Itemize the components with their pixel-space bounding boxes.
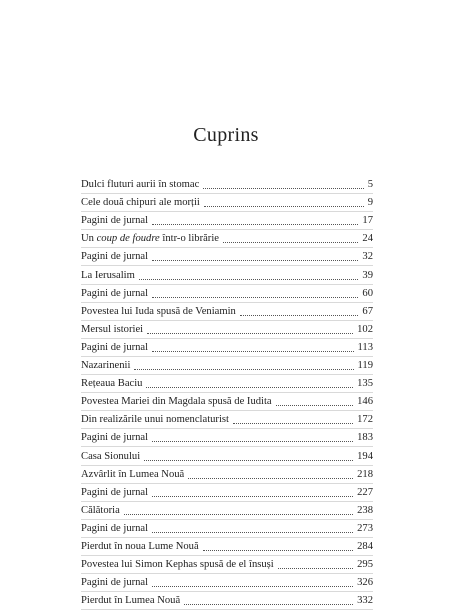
toc-entry-page-number: 67 — [362, 305, 373, 317]
toc-entry-page-number: 17 — [362, 215, 373, 227]
toc-entry — [81, 212, 373, 230]
page-title: Cuprins — [193, 124, 259, 146]
toc-entry — [81, 339, 373, 357]
toc-entry-title-part: Un — [81, 233, 97, 245]
dot-leader — [278, 567, 353, 569]
toc-entry — [81, 429, 373, 447]
dot-leader — [233, 422, 353, 424]
toc-entry-page-number: 218 — [357, 468, 373, 480]
toc-entry-title: Nazarinenii — [81, 360, 131, 372]
toc-entry — [81, 285, 373, 303]
dot-leader — [152, 259, 358, 261]
toc-entry — [81, 484, 373, 502]
dot-leader — [152, 350, 353, 352]
toc-entry — [81, 574, 373, 592]
dot-leader — [152, 585, 353, 587]
dot-leader — [188, 477, 353, 479]
dot-leader — [203, 549, 353, 551]
toc-entry-page-number: 227 — [357, 486, 373, 498]
toc-entry-page-number: 102 — [357, 323, 373, 335]
toc-entry-title: Pagini de jurnal — [81, 577, 149, 589]
dot-leader — [152, 296, 358, 298]
toc-entry-page-number: 146 — [357, 396, 373, 408]
toc-entry-page-number: 113 — [357, 341, 373, 353]
dot-leader — [203, 187, 363, 189]
toc-entry — [81, 230, 373, 248]
toc-entry — [81, 393, 373, 411]
toc-entry — [81, 303, 373, 321]
toc-entry — [81, 466, 373, 484]
toc-entry-page-number: 119 — [357, 360, 373, 372]
toc-entry-title: Povestea lui Iuda spusă de Veniamin — [81, 305, 236, 317]
toc-entry-page-number: 326 — [357, 577, 373, 589]
toc-entry-title: Povestea lui Simon Kephas spusă de el însuși — [81, 559, 274, 571]
dot-leader — [124, 513, 353, 515]
toc-entry-title: Pagini de jurnal — [81, 341, 149, 353]
dot-leader — [139, 278, 359, 280]
dot-leader — [204, 205, 364, 207]
toc-entry-title: Rețeaua Baciu — [81, 378, 143, 390]
dot-leader — [147, 332, 353, 334]
toc-entry — [81, 375, 373, 393]
dot-leader — [144, 459, 353, 461]
toc-entry-page-number: 5 — [367, 179, 373, 191]
toc-entry — [81, 447, 373, 465]
toc-entry — [81, 321, 373, 339]
toc-entry-title: Călătoria — [81, 504, 120, 516]
dot-leader — [134, 368, 353, 370]
dot-leader — [152, 495, 353, 497]
toc-entry-title: Casa Sionului — [81, 450, 141, 462]
toc-entry-title-part: într-o librărie — [159, 233, 219, 245]
toc-entry-page-number: 332 — [357, 595, 373, 607]
toc-entry-page-number: 39 — [362, 269, 373, 281]
toc-entry-page-number: 9 — [367, 197, 373, 209]
toc-entry-title — [81, 233, 221, 245]
toc-entry-page-number: 172 — [357, 414, 373, 426]
toc-entry-page-number: 24 — [362, 233, 373, 245]
toc-entry-page-number: 295 — [357, 559, 373, 571]
dot-leader — [276, 404, 353, 406]
table-of-contents — [81, 176, 373, 610]
toc-entry — [81, 556, 373, 574]
toc-entry — [81, 502, 373, 520]
dot-leader — [152, 531, 353, 533]
toc-entry-page-number: 60 — [362, 287, 373, 299]
dot-leader — [184, 603, 353, 605]
toc-entry — [81, 357, 373, 375]
toc-entry — [81, 266, 373, 284]
toc-entry — [81, 248, 373, 266]
toc-entry — [81, 538, 373, 556]
dot-leader — [152, 223, 358, 225]
toc-entry — [81, 411, 373, 429]
dot-leader — [223, 241, 358, 243]
toc-entry-title: Pierdut în Lumea Nouă — [81, 595, 181, 607]
toc-entry — [81, 520, 373, 538]
toc-entry-title: La Ierusalim — [81, 269, 135, 281]
toc-entry-page-number: 194 — [357, 450, 373, 462]
dot-leader — [152, 440, 353, 442]
toc-entry-page-number: 273 — [357, 522, 373, 534]
dot-leader — [240, 314, 359, 316]
toc-entry-page-number: 238 — [357, 504, 373, 516]
toc-entry-title-italic: coup de foudre — [96, 233, 160, 245]
toc-entry-title: Pagini de jurnal — [81, 486, 149, 498]
toc-entry — [81, 592, 373, 610]
toc-entry — [81, 176, 373, 194]
toc-entry-title: Cele două chipuri ale morții — [81, 197, 200, 209]
toc-entry-page-number: 32 — [362, 251, 373, 263]
toc-entry-title: Pagini de jurnal — [81, 215, 149, 227]
toc-entry-title: Pierdut în noua Lume Nouă — [81, 540, 199, 552]
toc-entry-title: Pagini de jurnal — [81, 522, 149, 534]
toc-entry-title: Povestea Mariei din Magdala spusă de Iudita — [81, 396, 272, 408]
toc-entry-title: Dulci fluturi aurii în stomac — [81, 179, 200, 191]
toc-entry-title: Pagini de jurnal — [81, 251, 149, 263]
toc-entry-title: Din realizările unui nomenclaturist — [81, 414, 229, 426]
toc-entry-title: Pagini de jurnal — [81, 287, 149, 299]
toc-entry-title: Pagini de jurnal — [81, 432, 149, 444]
toc-entry-page-number: 135 — [357, 378, 373, 390]
toc-entry-title: Mersul istoriei — [81, 323, 144, 335]
toc-entry-title: Azvârlit în Lumea Nouă — [81, 468, 185, 480]
toc-entry — [81, 194, 373, 212]
toc-entry-page-number: 183 — [357, 432, 373, 444]
toc-entry-page-number: 284 — [357, 540, 373, 552]
dot-leader — [146, 386, 353, 388]
